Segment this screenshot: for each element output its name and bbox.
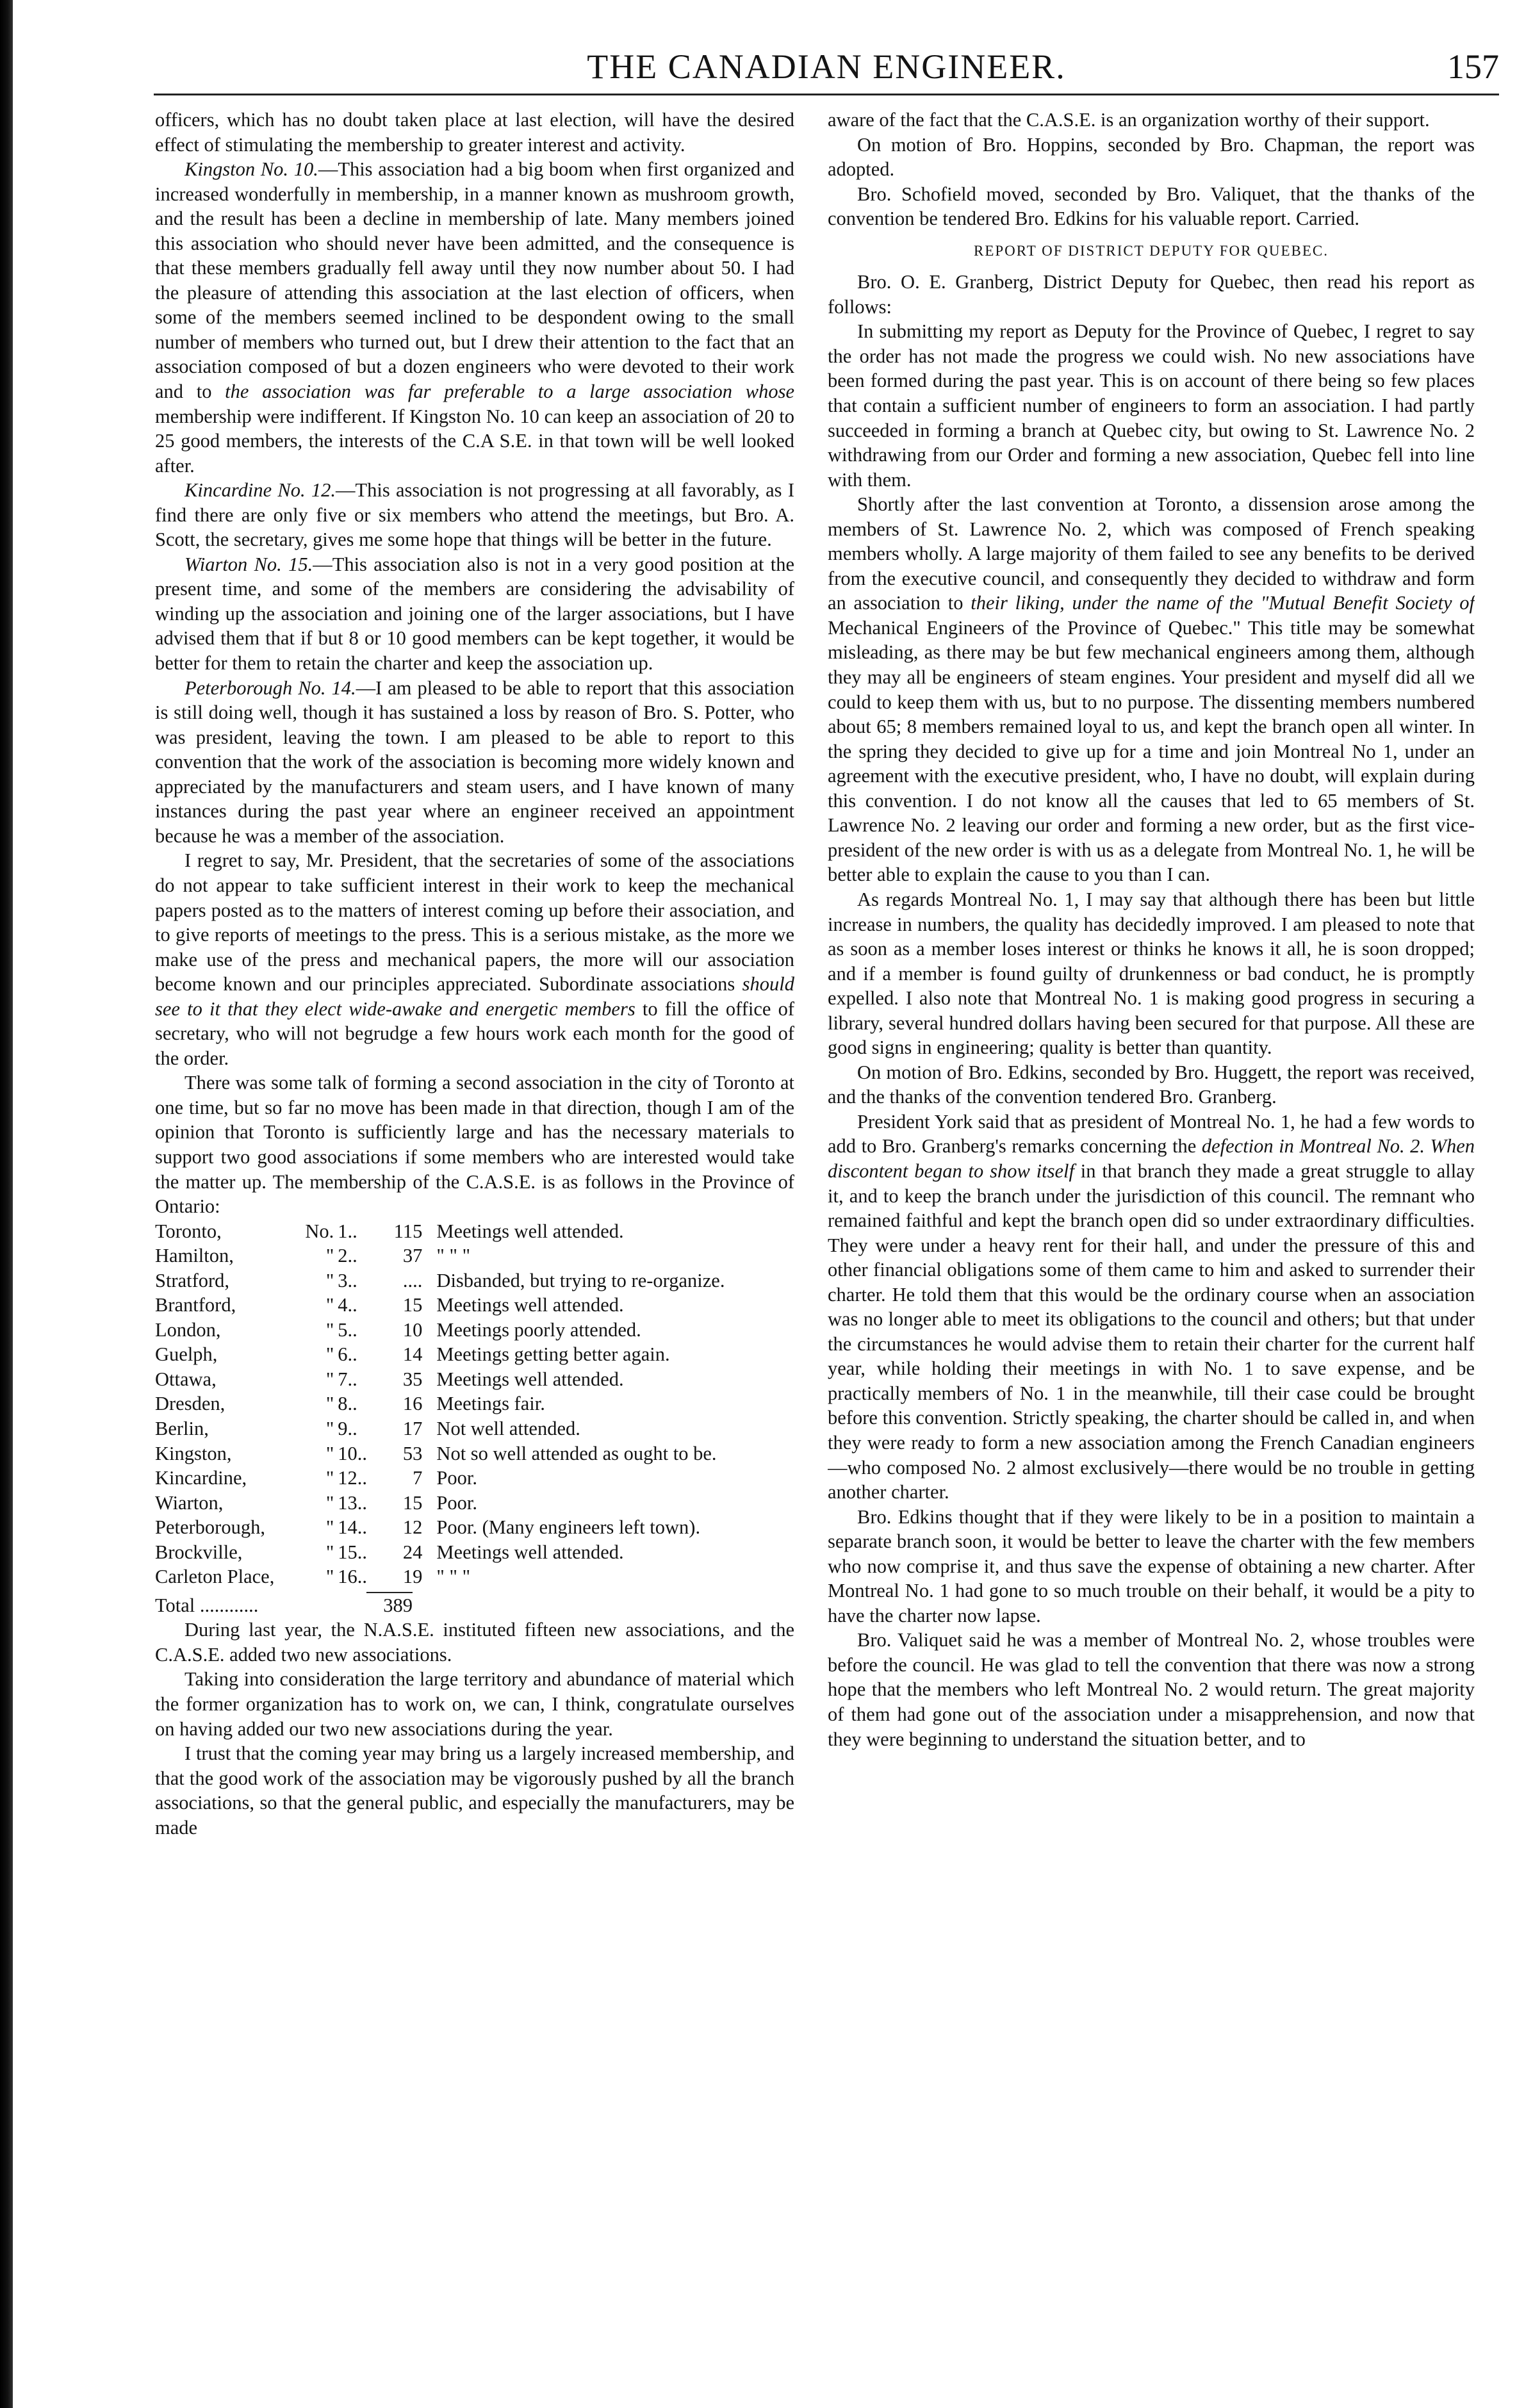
italic-text: defection in Montreal No. 2. When discontent began to show itself	[828, 1135, 1475, 1182]
membership-num: 5..	[338, 1318, 357, 1341]
italic-text: their liking, under the name of the "Mutual Benefit Society of	[971, 592, 1475, 614]
header-rule	[154, 94, 1499, 95]
membership-remark: Meetings well attended.	[436, 1220, 624, 1242]
membership-row	[155, 1466, 783, 1491]
membership-remark: Disbanded, but trying to re-organize.	[436, 1269, 725, 1291]
membership-remark: Meetings well attended.	[436, 1368, 624, 1390]
paragraph-toronto: There was some talk of forming a second association in the city of Toronto at one time, but so far no move has been made in that direction, though I am of the opinion that Toronto is sufficiently large and has the necessary materials to support two good associations if some members who are interested would take the matter up. The membership of the C.A.S.E. is as follows in the Province of Ontario:	[155, 1072, 794, 1218]
paragraph-text: Mechanical Engineers of the Province of Quebec." This title may be somewhat misleading, as there may be but few mechanical engineers among them, although they may all be engineers of steam engines. Your president and myself did all we could to keep them with us, but to no purpose. The dissenting members numbered about 65; 8 members remained loyal to us, and kept the branch open all winter. In the spring they decided to give up for a time and join Montreal No 1, under an agreement with the executive president, who, I have no doubt, will explain during this convention. I do not know all the causes that led to 65 members of St. Lawrence No. 2 leaving our order and forming a new order, but as the first vice-president of the new order is with us as a delegate from Montreal No. 1, he will be better able to explain the cause to you than I can.	[828, 616, 1475, 886]
membership-row	[155, 1441, 783, 1466]
section-heading: Peterborough No. 14.	[184, 676, 356, 699]
journal-title: THE CANADIAN ENGINEER.	[587, 47, 1066, 86]
membership-count: 53	[402, 1442, 423, 1464]
membership-no: "	[325, 1245, 334, 1267]
membership-town: Stratford,	[155, 1269, 230, 1291]
membership-num: 1..	[338, 1220, 357, 1242]
membership-row	[155, 1219, 783, 1244]
membership-town: Carleton Place,	[155, 1566, 275, 1588]
membership-row	[155, 1243, 783, 1268]
membership-num: 12..	[338, 1467, 368, 1489]
membership-count: 17	[402, 1417, 423, 1439]
left-column	[155, 108, 794, 2375]
membership-count: 16	[402, 1393, 423, 1415]
paragraph: In submitting my report as Deputy for the Province of Quebec, I regret to say the order has not made the progress we could wish. No new associations have been formed during the past year. This is on account of there being so few places that contain a sufficient number of engineers to form an association. I had partly succeeded in forming a branch at Quebec city, but owing to St. Lawrence No. 2 withdrawing from our Order and forming a new association, Quebec fell into line with them.	[828, 320, 1475, 491]
scan-binding-edge	[0, 0, 13, 2408]
membership-num: 9..	[338, 1417, 357, 1439]
membership-no: "	[325, 1442, 334, 1464]
paragraph: As regards Montreal No. 1, I may say that although there has been but little increase in numbers, the quality has decidedly improved. I am pleased to note that as soon as a member loses interest or thinks he knows it all, he is soon dropped; and if a member is found guilty of drunkenness or bad conduct, he is promptly expelled. I also note that Montreal No. 1 is making good progress in securing a library, several hundred dollars having been secured for that purpose. All these are good signs in engineering; quality is better than quantity.	[828, 888, 1475, 1059]
membership-no: "	[325, 1294, 334, 1316]
membership-row	[155, 1268, 783, 1293]
paragraph: officers, which has no doubt taken place at last election, will have the desired effect of stimulating the membership to greater interest and activity.	[155, 109, 794, 156]
paragraph: Taking into consideration the large territory and abundance of material which the former organization has to work on, we can, I think, congratulate ourselves on having added our two new associations during the year.	[155, 1668, 794, 1740]
section-subheading: REPORT OF DISTRICT DEPUTY FOR QUEBEC.	[974, 242, 1329, 259]
paragraph: Bro. Valiquet said he was a member of Montreal No. 2, whose troubles were before the council. He was glad to tell the convention that there was now a strong hope that the members who left Montreal No. 2 would return. The great majority of them had gone out of the association under a misapprehension, and now that they were beginning to understand the situation better, and to	[828, 1629, 1475, 1750]
paragraph-text: —This association also is not in a very good position at the present time, and some of the members are considering the advisability of winding up the association and joining one of the larger associations, but I have advised them that if but 8 or 10 good members can be kept together, it would be better for them to retain the charter and keep the association up.	[155, 553, 794, 675]
membership-num: 14..	[338, 1516, 368, 1539]
membership-no: "	[325, 1269, 334, 1291]
membership-row	[155, 1367, 783, 1392]
membership-count: 15	[402, 1491, 423, 1514]
membership-remark: Poor.	[436, 1467, 477, 1489]
membership-count: 10	[402, 1318, 423, 1341]
total-label: Total ............	[155, 1594, 259, 1616]
paragraph: I trust that the coming year may bring us a largely increased membership, and that the good work of the association may be vigorously pushed by all the branch associations, so that the general public, and especially the manufacturers, may be made	[155, 1742, 794, 1839]
section-heading: Wiarton No. 15.	[184, 553, 313, 575]
paragraph: On motion of Bro. Hoppins, seconded by Bro. Chapman, the report was adopted.	[828, 133, 1475, 181]
membership-no: "	[325, 1467, 334, 1489]
paragraph-secretaries	[155, 848, 794, 1070]
membership-row	[155, 1391, 783, 1416]
page-number: 157	[1447, 47, 1499, 86]
membership-count: 24	[402, 1541, 423, 1563]
membership-num: 10..	[338, 1442, 368, 1464]
membership-row	[155, 1564, 783, 1589]
membership-town: Guelph,	[155, 1343, 218, 1366]
paragraph-text: in that branch they made a great struggle to allay it, and to keep the branch under the jurisdiction of this council. The remnant who remained faithful and kept the branch open did so under extraordinary difficulties. They were under a heavy rent for their hall, and under the pressure of this and other financial obligations some of them came to him and asked to surrender their charter. He told them that this would be the ordinary course when an association was no longer able to meet its obligations to the council and others; but that under the circumstances he would advise them to retain their charter for the current half year, while holding their meetings in with No. 1 to save expense, and be practically members of No. 1 in the meanwhile, till their case could be brought before this convention. Strictly speaking, the charter should be called in, and when they were ready to form a new association among the French Canadian engineers—who composed No. 2 almost exclusively—there would be no trouble in getting another charter.	[828, 1159, 1475, 1503]
membership-count: 14	[402, 1343, 423, 1366]
membership-num: 16..	[338, 1566, 368, 1588]
membership-table	[155, 1219, 783, 1589]
membership-num: 2..	[338, 1245, 357, 1267]
membership-town: Berlin,	[155, 1417, 209, 1439]
membership-no: "	[325, 1491, 334, 1514]
paragraph: Bro. Schofield moved, seconded by Bro. Valiquet, that the thanks of the convention be tendered Bro. Edkins for his valuable report. Carried.	[828, 183, 1475, 230]
italic-text: should see to it that they elect wide-awake and energetic members	[155, 973, 794, 1020]
total-value: 389	[366, 1592, 413, 1618]
membership-town: Dresden,	[155, 1393, 225, 1415]
membership-no: No.	[305, 1220, 334, 1242]
paragraph-kingston	[155, 157, 794, 478]
paragraph-text: Shortly after the last convention at Toronto, a dissension arose among the members of St. Lawrence No. 2, which was composed of French speaking members wholly. A large majority of them failed to see any benefits to be derived from the executive council, and consequently they decided to withdraw and form an association to	[828, 493, 1475, 614]
membership-row	[155, 1416, 783, 1441]
paragraph-dissension	[828, 492, 1475, 887]
membership-town: Brantford,	[155, 1294, 236, 1316]
italic-text: the association was far preferable to a large association whose	[225, 381, 794, 403]
section-heading: Kingston No. 10.	[184, 158, 318, 181]
membership-remark: Meetings poorly attended.	[436, 1318, 641, 1341]
paragraph: Bro. O. E. Granberg, District Deputy for Quebec, then read his report as follows:	[828, 271, 1475, 318]
paragraph: Bro. Edkins thought that if they were likely to be in a position to maintain a separate branch soon, it would be better to leave the charter with the few members who now comprise it, and thus save the expense of obtaining a new charter. After Montreal No. 1 had gone to so much trouble on their behalf, it would be a pity to have the charter now lapse.	[828, 1505, 1475, 1626]
membership-num: 8..	[338, 1393, 357, 1415]
membership-remark: Meetings getting better again.	[436, 1343, 670, 1366]
membership-count: ....	[402, 1269, 423, 1291]
membership-no: "	[325, 1318, 334, 1341]
membership-town: London,	[155, 1318, 221, 1341]
membership-count: 115	[393, 1220, 423, 1242]
paragraph: aware of the fact that the C.A.S.E. is an organization worthy of their support.	[828, 109, 1430, 131]
membership-remark: Poor. (Many engineers left town).	[436, 1516, 701, 1539]
membership-row	[155, 1318, 783, 1343]
membership-total	[155, 1592, 794, 1618]
paragraph-text: —I am pleased to be able to report that this association is still doing well, though it has sustained a loss by reason of Bro. S. Potter, who was president, leaving the town. I am pleased to be able to report to this convention that the work of the association is becoming more widely known and appreciated by the manufacturers and steam users, and I have known of many instances during the past year where an engineer received an appointment because he was a member of the association.	[155, 676, 794, 847]
paragraph-text: membership were indifferent. If Kingston No. 10 can keep an association of 20 to 25 good members, the interests of the C.A S.E. in that town will be well looked after.	[155, 405, 794, 477]
membership-remark: Meetings well attended.	[436, 1294, 624, 1316]
membership-num: 3..	[338, 1269, 357, 1291]
paragraph-peterborough	[155, 676, 794, 849]
membership-row	[155, 1293, 783, 1318]
membership-count: 19	[402, 1566, 423, 1588]
paragraph-text: President York said that as president of Montreal No. 1, he had a few words to add to Bro. Granberg's remarks concerning the	[828, 1110, 1475, 1158]
membership-count: 7	[413, 1467, 423, 1489]
paragraph: On motion of Bro. Edkins, seconded by Bro. Huggett, the report was received, and the thanks of the convention tendered Bro. Granberg.	[828, 1061, 1475, 1108]
membership-num: 4..	[338, 1294, 357, 1316]
paragraph-wiarton	[155, 552, 794, 676]
membership-no: "	[325, 1566, 334, 1588]
paragraph-kincardine	[155, 478, 794, 552]
paragraph-text: to fill the office of secretary, who will not begrudge a few hours work each month for the good of the order.	[155, 997, 794, 1069]
membership-no: "	[325, 1541, 334, 1563]
membership-no: "	[325, 1516, 334, 1539]
membership-count: 37	[402, 1245, 423, 1267]
membership-num: 15..	[338, 1541, 368, 1563]
membership-town: Brockville,	[155, 1541, 243, 1563]
membership-remark: Not so well attended as ought to be.	[436, 1442, 717, 1464]
page-header	[154, 44, 1499, 90]
membership-remark: " " "	[436, 1245, 471, 1267]
membership-count: 15	[402, 1294, 423, 1316]
membership-town: Kincardine,	[155, 1467, 247, 1489]
membership-row	[155, 1342, 783, 1367]
membership-no: "	[325, 1343, 334, 1366]
membership-num: 13..	[338, 1491, 368, 1514]
paragraph-text: I regret to say, Mr. President, that the secretaries of some of the associations do not appear to take sufficient interest in their work to keep the mechanical papers posted as to the matters of interest coming up before their association, and to give reports of meetings to the press. This is a serious mistake, as the more we make use of the press and mechanical papers, the more will our association become known and our principles appreciated. Subordinate associations	[155, 849, 794, 995]
paragraph: During last year, the N.A.S.E. instituted fifteen new associations, and the C.A.S.E. added two new associations.	[155, 1619, 794, 1666]
membership-town: Hamilton,	[155, 1245, 234, 1267]
section-heading: Kincardine No. 12.	[184, 479, 336, 502]
membership-remark: Meetings well attended.	[436, 1541, 624, 1563]
membership-count: 12	[402, 1516, 423, 1539]
membership-row	[155, 1515, 783, 1540]
paragraph-text: —This association had a big boom when first organized and increased wonderfully in membership, in a manner known as mushroom growth, and the result has been a decline in membership of late. Many members joined this association who should never have been admitted, and the consequence is that these members gradually fell away until they now number about 50. I had the pleasure of attending this association at the last election of officers, when some of the members seemed inclined to be despondent owing to the small number of members who turned out, but I drew their attention to the fact that an association composed of but a dozen engineers who were devoted to their work and to	[155, 158, 794, 403]
membership-remark: Poor.	[436, 1491, 477, 1514]
membership-town: Toronto,	[155, 1220, 222, 1242]
membership-row	[155, 1540, 783, 1565]
membership-town: Ottawa,	[155, 1368, 217, 1390]
membership-count: 35	[402, 1368, 423, 1390]
paragraph-president-york	[828, 1110, 1475, 1505]
membership-num: 7..	[338, 1368, 357, 1390]
membership-no: "	[325, 1417, 334, 1439]
membership-row	[155, 1491, 783, 1516]
membership-remark: Meetings fair.	[436, 1393, 545, 1415]
paragraph-text: —This association is not progressing at all favorably, as I find there are only five or six members who attend the meetings, but Bro. A. Scott, the secretary, gives me some hope that things will be better in the future.	[155, 479, 794, 551]
membership-town: Kingston,	[155, 1442, 232, 1464]
membership-remark: Not well attended.	[436, 1417, 580, 1439]
membership-no: "	[325, 1368, 334, 1390]
membership-town: Peterborough,	[155, 1516, 265, 1539]
membership-num: 6..	[338, 1343, 357, 1366]
membership-no: "	[325, 1393, 334, 1415]
membership-remark: " " "	[436, 1566, 471, 1588]
right-column	[828, 108, 1475, 2375]
membership-town: Wiarton,	[155, 1491, 224, 1514]
